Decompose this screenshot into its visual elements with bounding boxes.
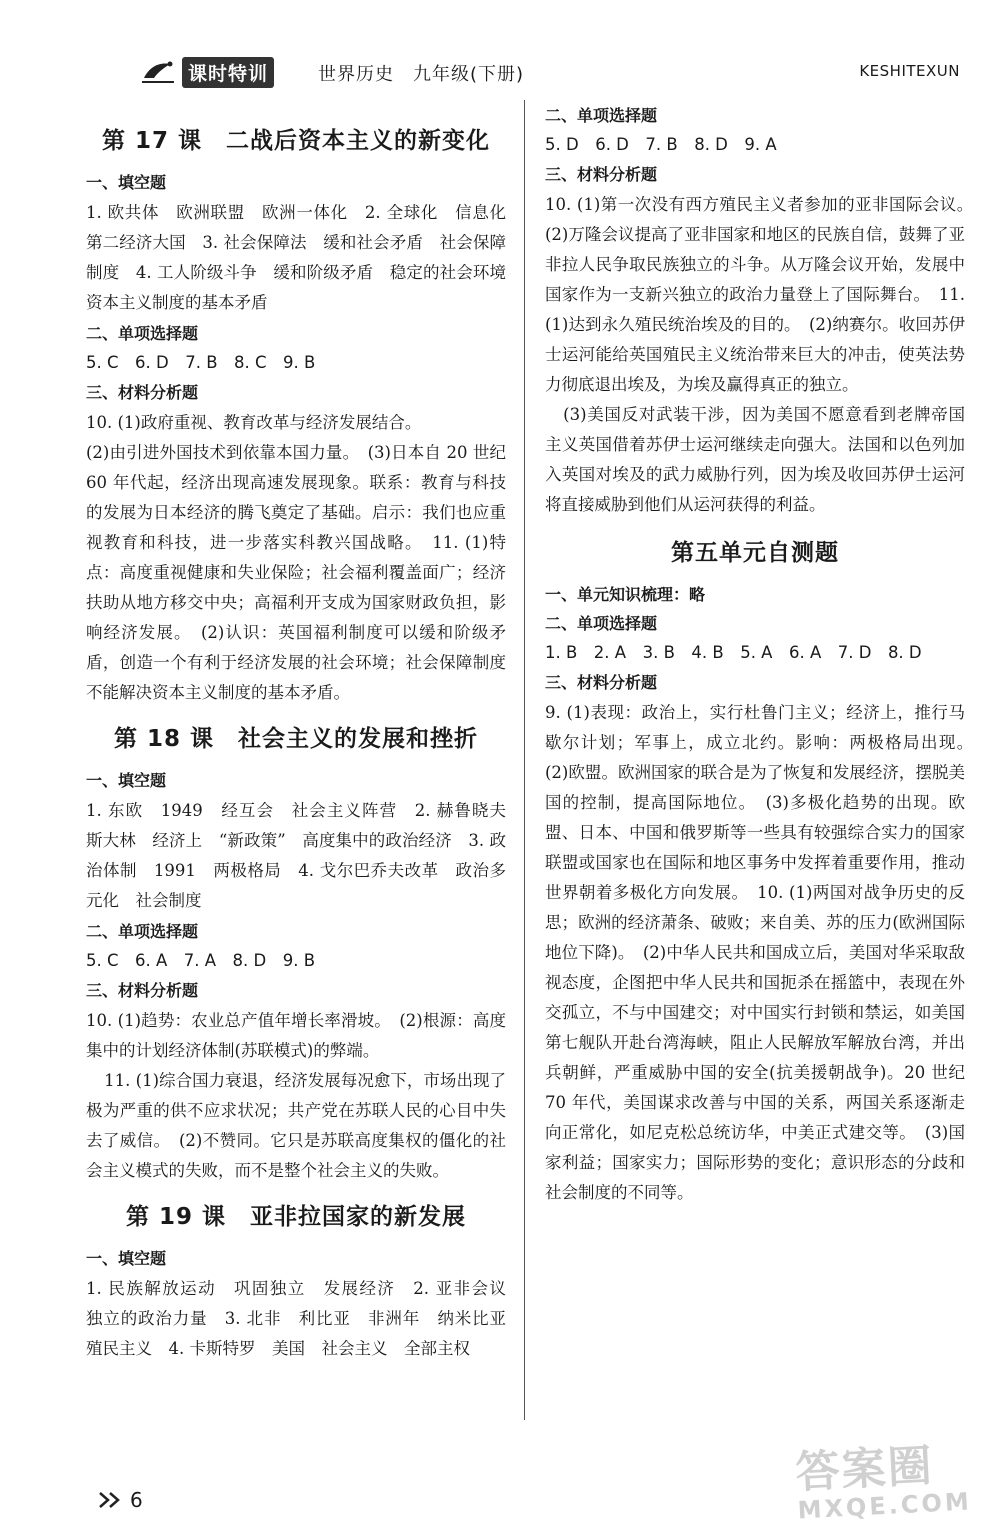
header-brand: KESHITEXUN	[859, 62, 960, 80]
double-chevron-right-icon	[98, 1491, 124, 1509]
analysis-answer: 10. (1)政府重视、教育改革与经济发展结合。	[86, 413, 422, 432]
section-heading: 三、材料分析题	[545, 165, 658, 184]
choice-answers: 5. D 6. D 7. B 8. D 9. A	[545, 135, 777, 154]
fill-blank-answers: 1. 民族解放运动 巩固独立 发展经济 2. 亚非会议 独立的政治力量 3. 北非 利比亚 非洲年 纳米比亚 殖民主义 4. 卡斯特罗 美国 社会主义 全部主权	[86, 1279, 523, 1358]
lesson-title: 第 18 课 社会主义的发展和挫折	[113, 726, 479, 752]
logo-text: 课时特训	[182, 57, 274, 88]
right-column	[545, 100, 982, 1208]
fill-blank-answers: 1. 东欧 1949 经互会 社会主义阵营 2. 赫鲁晓夫 斯大林 经济上 “新政策” 高度集中的政治经济 3. 政治体制 1991 两极格局 4. 戈尔巴乔夫改革 政治多元化 社会制度	[86, 801, 523, 910]
section-heading: 二、单项选择题	[545, 614, 658, 633]
page-number	[98, 1488, 143, 1512]
section-heading: 一、填空题	[86, 173, 167, 192]
choice-answers: 5. C 6. A 7. A 8. D 9. B	[86, 951, 316, 970]
analysis-answer: (3)美国反对武装干涉，因为美国不愿意看到老牌帝国主义英国借着苏伊士运河继续走向强大。法国和以色列加入英国对埃及的武力威胁行列，因为埃及收回苏伊士运河将直接威胁到他们从运河获得的利益。	[545, 405, 965, 514]
column-divider	[524, 100, 525, 1420]
analysis-answer: 9. (1)表现：政治上，实行杜鲁门主义；经济上，推行马歇尔计划；军事上，成立北约。影响：两极格局出现。 (2)欧盟。欧洲国家的联合是为了恢复和发展经济，摆脱美国的控制，提高国际地位。 (3)多极化趋势的出现。欧盟、日本、中国和俄罗斯等一些具有较强综合实力的国家联盟或国家也在国际和地区事务中发挥着重要作用，推动世界朝着多极化方向发展。 10. (1)两国对战争历史的反思；欧洲的经济萧条、破败；来自美、苏的压力(欧洲国际地位下降)。 (2)中华人民共和国成立后，美国对华采取敌视态度，企图把中华人民共和国扼杀在摇篮中，表现在外交孤立，不与中国建交；对中国实行封锁和禁运，如美国第七舰队开赴台湾海峡，阻止人民解放军解放台湾，并出兵朝鲜，严重威胁中国的安全(抗美援朝战争)。20 世纪 70 年代，美国谋求改善与中国的关系，两国关系逐渐走向正常化，如尼克松总统访华，中美正式建交等。 (3)国家利益；国家实力；国际形势的变化；意识形态的分歧和社会制度的不同等。	[545, 703, 982, 1202]
section-heading: 一、填空题	[86, 771, 167, 790]
analysis-answer: 10. (1)第一次没有西方殖民主义者参加的亚非国际会议。 (2)万隆会议提高了亚非国家和地区的民族自信，鼓舞了亚非拉人民争取民族独立的斗争。从万隆会议开始，发展中国家作为一支新兴独立的政治力量登上了国际舞台。 11. (1)达到永久殖民统治埃及的目的。 (2)纳赛尔。收回苏伊士运河能给英国殖民主义统治带来巨大的冲击，使英法势力彻底退出埃及，为埃及赢得真正的独立。	[545, 195, 982, 394]
watermark-text: 答案圈	[794, 1440, 935, 1499]
lesson-19-continued	[545, 102, 982, 520]
bird-logo-icon	[140, 56, 180, 88]
choice-answers: 1. B 2. A 3. B 4. B 5. A 6. A 7. D 8. D	[545, 643, 922, 662]
unit-5-test	[545, 534, 982, 1208]
section-heading: 三、材料分析题	[545, 673, 658, 692]
section-heading: 二、单项选择题	[545, 106, 658, 125]
section-heading: 二、单项选择题	[86, 922, 199, 941]
analysis-answer: (2)由引进外国技术到依靠本国力量。 (3)日本自 20 世纪 60 年代起，经济出现高速发展现象。联系：教育与科技的发展为日本经济的腾飞奠定了基础。启示：我们也应重视教育和科技，进一步落实科教兴国战略。 11. (1)特点：高度重视健康和失业保险；社会福利覆盖面广；经济扶助从地方移交中央；高福利开支成为国家财政负担，影响经济发展。 (2)认识：英国福利制度可以缓和阶级矛盾，创造一个有利于经济发展的社会环境；社会保障制度不能解决资本主义制度的基本矛盾。	[86, 443, 506, 702]
section-heading: 二、单项选择题	[86, 324, 199, 343]
fill-blank-answers: 1. 欧共体 欧洲联盟 欧洲一体化 2. 全球化 信息化 第二经济大国 3. 社会保障法 缓和社会矛盾 社会保障制度 4. 工人阶级斗争 缓和阶级矛盾 稳定的社会环境 资本主义制度的基本矛盾	[86, 203, 523, 312]
section-heading: 三、材料分析题	[86, 383, 199, 402]
lesson-18	[86, 720, 523, 1186]
section-heading: 一、单元知识梳理：略	[545, 585, 706, 604]
watermark-url: MXQE.COM	[796, 1487, 973, 1525]
lesson-title: 第五单元自测题	[671, 540, 839, 566]
brand-logo	[140, 56, 274, 88]
header-subject: 世界历史 九年级(下册)	[318, 64, 525, 85]
page-header	[140, 56, 960, 92]
analysis-answer: 11. (1)综合国力衰退，经济发展每况愈下，市场出现了极为严重的供不应求状况；共产党在苏联人民的心目中失去了威信。 (2)不赞同。它只是苏联高度集权的僵化的社会主义模式的失败，而不是整个社会主义的失败。	[86, 1071, 506, 1180]
lesson-title: 第 17 课 二战后资本主义的新变化	[101, 128, 491, 154]
analysis-answer: 10. (1)趋势：农业总产值年增长率滑坡。 (2)根源：高度集中的计划经济体制(苏联模式)的弊端。	[86, 1011, 506, 1060]
choice-answers: 5. C 6. D 7. B 8. C 9. B	[86, 353, 316, 372]
section-heading: 一、填空题	[86, 1249, 167, 1268]
watermark-logo	[794, 1428, 973, 1525]
lesson-17	[86, 122, 523, 708]
section-heading: 三、材料分析题	[86, 981, 199, 1000]
lesson-19	[86, 1198, 523, 1364]
page-number-text: 6	[130, 1488, 143, 1512]
left-column	[86, 116, 523, 1364]
lesson-title: 第 19 课 亚非拉国家的新发展	[125, 1204, 467, 1230]
